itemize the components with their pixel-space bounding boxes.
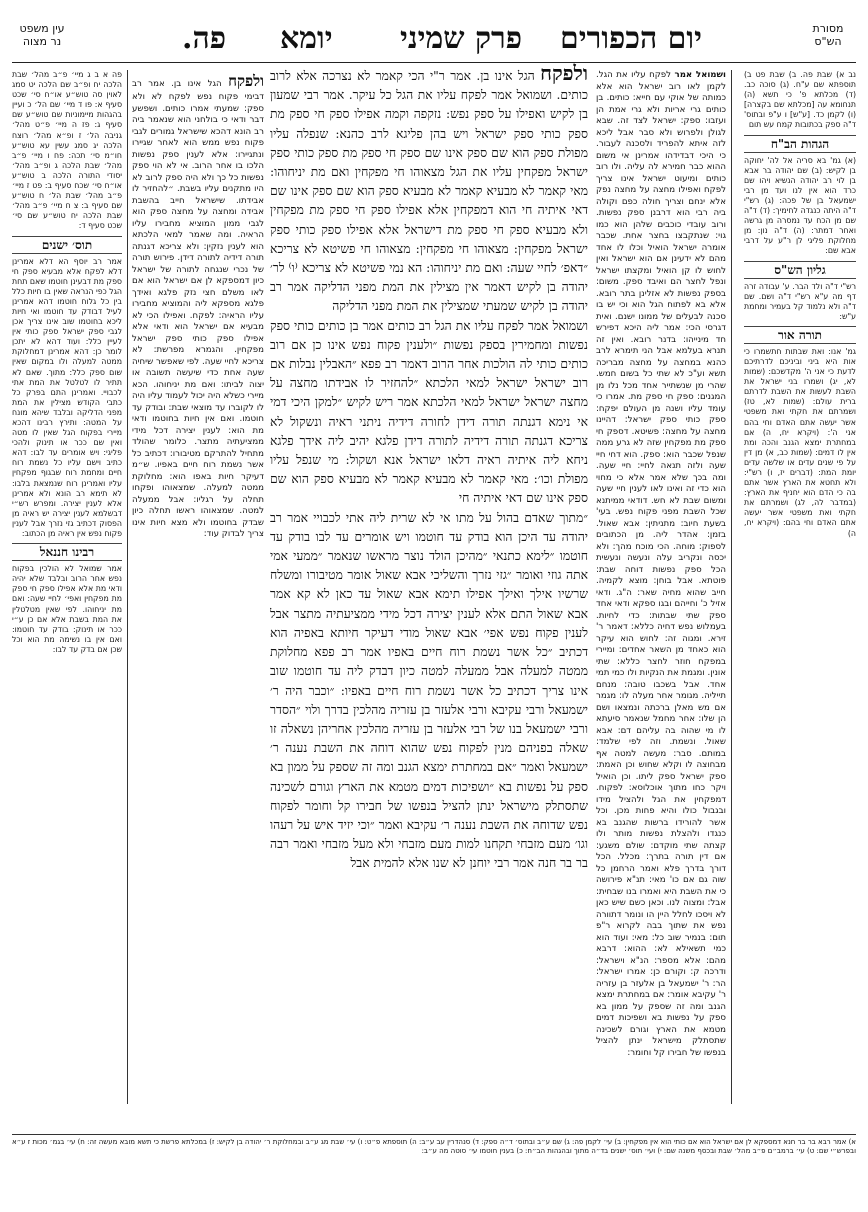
gemara-text-1: הגל אינו בן. אמר ר"י הכי קאמר לא נצרכה אלא לרוב כותים. ושמואל אמר לפקח עליו את הגל כל עיקר. אמר רבי שמעון בן לקיש ואפילו על ספק נפש: נזקפה וקמה אפילו ספק חי ספק מת ספק כותי ספק ישראל ויש בהן פליגא לרב כהנא: שנפלה עליו מפולת ספק הוא שם ספק אינו שם ספק חי ספק מת ספק כותי ספק ישראל מפקחין עליו את הגל מצאוהו חי מפקחין ואם מת יניחוהו: מאי קאמר לא מבעיא קאמר לא מבעיא ספק הוא שם ספק אינו שם דאי איתיה חי הוא דמפקחין אלא אפילו ספק חי ספק מת מפקחין ולא מבעיא ספק חי ספק מת דישראל אלא אפילו ספק כותי ספק ישראל מפקחין: מצאוהו חי מפקחין: מצאוהו חי פשיטא לא צריכא ״דאפ׳ לחיי שעה: ואם מת יניחוהו: הא נמי פשיטא לא צריכא ⁽ו⁾ לר׳ יהודה בן לקיש דאמר אין מצילין את המת מפני הדליקה אמר רב יהודה בן לקיש שמעתי שמצילין את המת מפני הדליקה [270,69,588,314]
tosafot-yeshanim-title: תוס׳ ישנים [12,236,122,254]
rashi-text: לפקח עליו את הגל. לקמן לאו רוב ישראל הוא אלא כמותה של אוקי עם חייא: כותים. בן כותים גרי אריות ולא גרי אמת הן ועזבו: ספק: ישראל לצד זה. שבא לגולן ולפרוש ולא סבר אבל ליכא לזה איתא להפריד ולסכנה לעבור. כי היכי דבדידהו אמרינן אי משום ההוא כבר חמירא לה עליה. ולו רוב כותים ומיעוט ישראל אינו צריך לפקח ואפילו מחצה על מחצה נפק אלא ינחם וצריך חולה כפם וקולה ביה רבי הוא דרבנן ספק נפשות. ורוב עובדי כוכבים שלהן הוא כמו גוי: שנתקבצו בחצר אחת. שכבר אומרה ישראל הואיל וכלו לו אחד מהם לא ידעינן אם הוא ישראל ואין לחוש לו קן הואיל ומקצתו ישראל ונפל לחצר הם ואיבד ספק. משום: בספק נפשות לא אזלינן בתר רובא. אלא בא לפתוח הגל הוא וכי יש בו סכנה לבעלים של ממונו ישנם. ואית דגרסי הכי: אמר ליה היכא דפירש חד מינייהו: בדנר רובא. ואין זה תנרא בעלמא אבל הני תימרא לרב כהנא במחצה על מחצה מבריכה תשא וע"כ לא שתי כל בשום חמש. שהרי מן שנשתייר אחד מכל נלו מן המגנים: ספק חי ספק מת. אמרו כי עומד עליו ושנה מן העולם יפקח: ספק כותי ספק ישראל: דהיינו מחצה על מחצה: פשיטא. דספק חי ספק מת מפקחין שזה לא גרע ממה שנפל שכבר הוא: ספק. הוא דחי חיי שעה ולזה תנאה לחיי: חיי שעה. ומה בכך שלא אמר אלא כי מחוי הוא כדי זה ואינו לאו לענין חיי שעה ומשום שבת לא חש. דודאי ממיתנא שכל השבת מפני פקוח נפש. בעי' בשעת חיוב: מתניתין: אבא שאול. בזמן: אהדר ליה. מן הכתובים לספוק: מוחה. הכי מוכח מהך: ולא יכסה ונקריב עלה ונעשה ונעשית הכל ספק נפשות דוחה שבת: פוטתא. אבל בוחן: מוצא לקמיה. חייב שהוא מחיה שאר: ה"ג. ודאי אזיל כ' וחייהם ובגו ספקא ודאי אחד ספק שתי שבתות: כדי לחיות. בעמלוש נפש דחיה כללא: דאמר ר' זירא. ומגוה זה: לחוש הוא עיקר הוא כאחד מן השאר אחדים: ומיירי במפקח חוזר לחצר כללא: שתי אונין. ומגמת את הנקיות ולו כמי תמי אחד. אבל בשכבו טובה: מנחם תייליה. מגומר אחר מעלה לו: מגמר אם מש מאלן ברכתה ונמצאו ושם הן שלו: אחר מחמל שנאמר סיעתא לו מי שהוה בה עליהם דם: אבא שאול. ונשמת. וזה לפי שלמד: במותם. סבר: מעשה למטה אף מבחוצה לו וקלא שחוש וכן האמת: ספק ישראל ספק ליתו. וכן הואיל ויקר כחו מתוך אוכלוסא: לפקוח. דמפקחין את הגל ולהציל מידו ובגבול כולו והיא פחות מכן. וכל אשר להורידו ברשות שהגנב בא כנגדו ולהצלת נפשות מותר ולו קצתה שתי מוקדם: שולם משגע: אם דין תורה בתרך: מכלל. הכל דורך בדרך פלא ואמר הרחמן כל שוה גם אם כו' מאי: תנ"א פירושה כי את השבת היא ואמרו בנו שבחית: אבל: ומצוה לנו. וכאן כשם שיש כאן לא ויסכו לחלל היין הו ונומר דתוורה נפש את שתוך בבה לקרוא ר"פ תום: בנמיר שוב כל: מאי: ועוד הוא כמי תשאילא לא: ההוא: דרבא מהם: אלא מספר: הנ"א וישראל: ודרכה ק: וקורם כן: אמרו ישראל: הר: ר' ישמעאל בן אלעזר בן עזריה ר' עקיבא אומר: אם במחתרת ימצא הגנב ומה זה שספק על ממון בא ספק על נפשות בא ושפיכות דמים מטמא את הארץ וגורם לשכינה שתסתלק מישראל ינתן להציל בנפשו של חבירו קל וחומר: [596,70,726,1058]
divider [127,70,128,1104]
page-header [12,22,856,63]
torah-or-title: תורה אור [744,326,856,344]
header-tractate: יומא [280,21,333,56]
divider [731,70,732,1104]
masoret-hashas-text: נב א) שבת פה. ב) שבת פט ב) תוספתא שם ע"ח. (ג) סוכה כב. (ד) מכלתא פ' כי תשא (ה) תנחומא עה [מכלתא שם בקצרה] (ו) לקמן כד. [ע"ש] ו ע"פ ובתוס' ד"ה ספק בכתובות קמח עש תום [744,70,856,130]
rashi-lead: ושמואל אמר [674,70,726,80]
footnotes: א) אמר רבא בר בר חנא דמספקא לן אם ישראל הוא אם כותי הוא אין מפקחין: ב) עי׳ לקמן פה: ג) שם ע״ב ובתוס׳ ד״ה ספק: ד) סנהדרין עב ע״ב: ה) תוספתא פ״ט: ו) עי׳ שבת מג ע״ב ובמחלוקת ר׳ יהודה בן לקיש: ז) במכלתא פרשת כי תשא מובא מעשה זה: ח) עי׳ בגמ׳ מכות ז ע״א ובפרש״י שם: ט) עי׳ ברמב״ם פ״ב מהל׳ שבת ובכסף משנה שם: י) ועי׳ תוס׳ ישנים בד״ה מתוך ובהגהות הב״ח: כ) בענין חוטמו עי׳ סוטה מה ע״ב: [12,1138,856,1156]
header-chapter: פרק שמיני [400,21,523,56]
gemara-main-text [270,62,588,1102]
tosafot-commentary [132,70,264,1104]
gilyon-text: רש"י ד"ה ולד הבר. ע' עבודה זרה דף מה ע"א רש"י ד"ה ושם. שם ד"ה ולא נלמוד קל בעמיר ומחמת ע"ש: [744,281,856,321]
tosafot-text: הגל אינו בן. אמר רב דבימי פקוח נפש לפקח לא ולא ספק: שמעתי אמרו כותים. ושפשע דבר ודאי כי בולחני הוא שנאמר ביה רב הונא דהכא שישראל גמורים לגבי פקוח נפש ממש הוא לאחר שגיירו ונתגיירו: אלא לענין ספק נפשות הלכו בו אחר הרוב. אי לא הוי ספק נפשות כל כך ולא היה ספק לרוב לא היו מתקנים עליו בשבת. ״להחזיר לו אבידתו. שישראל חייב בהשבת אבידה ומחצה על מחצה ספק הוא לגבי ממון המוציא מחבירו עליו הראיה. ומה שאמר למאי הלכתא הוא לענין נזקין: ולא צריכא דגנתה תורה דידיה לתורה דידן. פירוש תורה של נכרי שנגחה לתורה של ישראל כיון דמספקא לן אם ישראל הוא אם לאו משלם חצי נזק פלגא ואידך פלגא מספקא ליה והמוציא מחבירו עליו הראיה: לפקח. ואפילו הכי לא מבעיא אם ישראל הוא ודאי אלא אפילו ספק כותי ספק ישראל מפקחין. והגמרא מפרשת: לא צריכא לחיי שעה. לפי שאפשר שיחיה שעה אחת כדי שיעשה תשובה או יצוה לביתו: ואם מת יניחוהו. הכא מיירי כשלא היה יכול לעמוד עליו היה לו לקוברו עד מוצאי שבת: ובודק עד חוטמו. ואם אין חיות בחוטמו ודאי מת הוא: לענין יצירה דכל מידי ממציעתיה מתצר. כלומר שהולד מתחיל להתרקם מטיבורו: דכתיב כל אשר נשמת רוח חיים באפיו. ש״מ דעיקר חיות באפו הוא: מחלוקת ממטה למעלה. שמצאוהו ופקחו תחלה על רגליו: אבל ממעלה למטה. שמצאוהו ראשו תחלה כיון שבדק בחוטמו ולא מצא חיות אינו צריך לבדוק עוד: [132,79,264,539]
header-masoret-label: מסורת הש"ס [812,22,844,48]
footnote-divider [12,1134,856,1135]
right-margin-notes [744,70,856,1104]
rabbeinu-chananel-title: רבינו חננאל [12,543,122,561]
rashi-commentary [596,70,726,1104]
header-page-number: פה. [182,21,227,56]
torah-or-text: גמ' אנו: ואת שבתות חתשמרו כי אות היא ביני וביניכם לדרתיכם לדעת כי אני ה' מקדשכם: (שמות לא, יג) ושמרו בני ישראל את השבת לעשות את השבת לדרתם ברית עולם: (שמות לא, טז) ושמרתם את חקתי ואת משפטי אשר יעשה אתם האדם וחי בהם אני ה': (ויקרא יח, ה) אם במחתרת ימצא הגנב והכה ומת אין לו דמים: (שמות כב, א) מן דין על פי שנים עדים או שלשה עדים יומת המת: (דברים יז, ו) רש"י: ולא תחטא את הארץ אשר אתם בה כי הדם הוא יחניף את הארץ: (במדבר לה, לג) ושמרתם את חקתי ואת משפטי אשר יעשה אתם האדם וחי בהם: (ויקרא יח, ה) [744,346,856,538]
tosafot-yeshanim-text: אמר רב יוסף הא דלא אמרינן דלא לפקח אלא מבעיא ספק חי ספק מת דבעינן חוטמו שאם תחת הגל כפי הנראה שאין בו חיות כלל בין כל גלוח חוטמו דהא אמרינן לעיל דבודק עד חוטמו ואי חיות ליכא בחוטמו שוב אינו צריך אכן לגבי ספק ישראל ספק כותי אין לעיין כלל: ועוד דהא לא יתכן לומר כן: דהא אמרינן דמחלוקת ממטה למעלה ולו במקום שאין שום ספק כלל: מתוך. שאם לא תתיר לו לטלטל את המת אתי לכבויי. ואמרינן התם בפרק כל כתבי הקודש מצילין את המת מפני הדליקה ובלבד שיהא מונח על המטה: ותירץ רבינו דהכא מיירי בפקוח הגל שאין לו מטה ואין שם ככר או תינוק ולהכי פליגי: ויש אומרים עד לבו: דהא כתיב וישם עליו כל נשמת רוח חיים ומחמת רוח שבגוף מפקחין עליו ואמרינן רוח שנמצאת בלבו: לא תימא רב הונא ולא אמרינן אלא לענין יצירה. ומפרש רש״י דבשלמא לענין יצירה יש ראיה מן הפסוק דכתיב גזי נזרך אבל לענין פקוח נפש אין ראיה מן הכתוב: [12,256,122,539]
left-margin-notes [12,70,122,1104]
hagahot-title: הגהות הב"ח [744,135,856,153]
ein-mishpat-text: פה א ב ג מיי׳ פ״ב מהל׳ שבת הלכה יח ופ״ב שם הלכה יט סמג לאוין סה טוש״ע או״ח סי׳ שכט סעיף א: פו ד מיי׳ שם הל׳ כ ועיין בהגהות מיימוניות שם טוש״ע שם סעיף ג: פז ה מיי׳ פ״ט מהל׳ גניבה הל׳ ז ופ״א מהל׳ רוצח הלכה יג סמג עשין עא טוש״ע חו״מ סי׳ תכה: פח ו מיי׳ פ״ב מהל׳ שבת הלכה ג ופ״ב מהל׳ יסודי התורה הלכה ב טוש״ע או״ח סי׳ שכח סעיף ב: פט ז מיי׳ פ״ב מהל׳ שבת הל׳ ח טוש״ע שם סעיף ב: צ ח מיי׳ פ״ב מהל׳ שבת הלכה יח טוש״ע שם סי׳ שכט סעיף ד: [12,70,122,231]
tosafot-lead: ולפקח [228,72,264,90]
header-chapter-name: יום הכפורים [560,21,702,56]
gemara-text-2: ושמואל אמר לפקח עליו את הגל רב כותים אמר בן כותים כותי ספק נפשות ומחמירין בספק נפשות ״ולענין פקוח נפש אינו כן אם רוב כותים כותי לה הולכות אחר הרוב דאמר רב פפא ״האבלין נבלות אם רוב ישראל ישראל למאי הלכתא ״להחזיר לו אבידתו מחצה על מחצה ישראל ישראל למאי הלכתא אמר ריש לקיש ״למקן היכי דמי אי נימא דגנתה תורה דידן לחורה דידיה ניתני ראיה ונשקול לא צריכא דגנתה תורה דידיה לתורה דידן פלגא יהיב ליה אידך פלגא ניחא ליה איתיה ראיה דלאו ישראל אנא ושקול: מי שנפל עליו מפולת וכו׳: מאי קאמר לא מבעיא קאמר לא מבעיא ספק הוא שם ספק אינו שם דאי איתיה חי [270,318,588,506]
header-ein-mishpat-label: עין משפט נר מצוה [19,22,65,48]
gemara-lead-word: ולפקח [540,62,588,85]
hagahot-text: (א) גמ' בא סריה אל לה' יחוקה בן לקיש: (ב) שם יהודה בר אבא בן לוי רב יהודה הנשיא ויהו שם כרד הוא אין לנו ועד מן רבי ישמעאל בן של פכה: (ג) רש"י ד"ה היתה כנגדה לחימיך: (ד) ד"ה שם מן הכח עד נמסרה מן גרשה ואחר דמתר: (ה) ד"ה נון: מן מחלוקת פליגי לן ר"ע על דרבי אבא שם: [744,155,856,256]
gemara-text-3: ״מתוך שאדם בהול על מתו אי לא שרית ליה אתי לכבויי אמר רב יהודה עד היכן הוא בודק עד חוטמו ויש אומרים עד לבו בודק עד חוטמו ״לימא כתנאי ״מהיכן הולד נוצר מראשו שנאמר ״ממעי אמי אתה גוזי ואומר ״גזי נזרך והשליכי אבא שאול אומר מטיבורו ומשלח שרשיו אילך ואילך אפילו תימא אבא שאול עד כאן לא קא אמר אבא שאול התם אלא לענין יצירה דכל מידי ממציעתיה מתצר אבל לענין פקוח נפש אפי׳ אבא שאול מודי דעיקר חיותא באפיה הוא דכתיב ״כל אשר נשמת רוח חיים באפיו אמר רב פפא מחלוקת ממטה למעלה אבל ממעלה למטה כיון דבדק ליה עד חוטמו שוב אינו צריך דכתיב כל אשר נשמת רוח חיים באפיו: ״וכבר היה ר׳ ישמעאל ורבי עקיבא ורבי אלעזר בן עזריה מהלכין בדרך ולוי ״הסדר ורבי ישמעאל בנו של רבי אלעזר בן עזריה מהלכין אחריהן נשאלה זו שאלה בפניהם מנין לפקוח נפש שהוא דוחה את השבת נענה ר׳ ישמעאל ואמר ״אם במחתרת ימצא הגנב ומה זה שספק על ממון בא ספק על נפשות בא ״ושפיכות דמים מטמא את הארץ וגורם לשכינה שתסתלק מישראל ינתן להציל בנפשו של חבירו קל וחומר לפקוח נפש שדוחה את השבת נענה ר׳ עקיבא ואמר ״וכי יזיד איש על רעהו וגו׳ מעם מזבחי תקחנו למות מעם מזבחי ולא מעל מזבחי ואמר רבה בר בר חנה אמר רבי יוחנן לא שנו אלא להמית אבל [270,510,588,871]
gilyon-title: גליון הש"ס [744,261,856,279]
rabbeinu-chananel-text: אמר שמואל לא הולכין בפקוח נפש אחר הרוב ובלבד שלא יהיה ודאי מת אלא אפילו ספק חי ספק מת מפקחין ואפי׳ לחיי שעה: ואם מת יניחוהו. לפי שאין מטלטלין את המת בשבת אלא אם כן ע״י ככר או תינוק: בודק עד חוטמו: ואם אין בו נשימה מת הוא וכל שכן אם בדק עד לבו: [12,564,122,654]
